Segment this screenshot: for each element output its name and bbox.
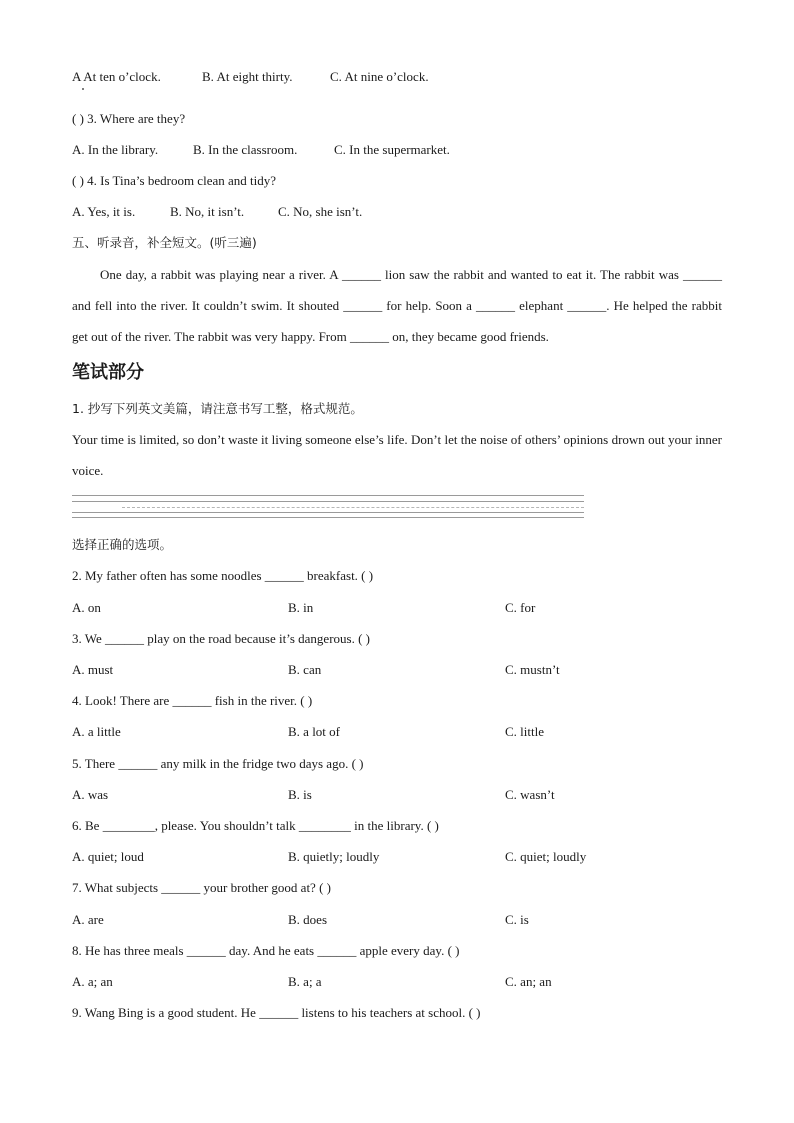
q3-option-b: B. In the classroom. (193, 142, 298, 157)
q3-choice-a: A. must (72, 662, 114, 677)
writing-line (72, 495, 584, 496)
q2-option-b: B. At eight thirty. (202, 69, 293, 84)
q2-choice-b: B. in (288, 600, 314, 615)
question-3-written: 3. We ______ play on the road because it’s dangerous. ( ) (72, 631, 370, 646)
written-section-heading: 笔试部分 (72, 362, 144, 383)
question-3: ( ) 3. Where are they? (72, 111, 186, 126)
handwriting-lines[interactable] (72, 495, 584, 519)
q6-choice-c: C. quiet; loudly (505, 849, 587, 864)
q4-choice-b: B. a lot of (288, 724, 340, 739)
q6-choice-b: B. quietly; loudly (288, 849, 380, 864)
question-7: 7. What subjects ______ your brother good at? ( ) (72, 880, 331, 895)
q4-option-c: C. No, she isn’t. (278, 204, 363, 219)
copy-text-block (72, 424, 722, 486)
q8-choice-b: B. a; a (288, 974, 322, 989)
q7-choice-b: B. does (288, 912, 327, 927)
question-6: 6. Be ________, please. You shouldn’t talk ________ in the library. ( ) (72, 818, 439, 833)
q7-choice-c: C. is (505, 912, 529, 927)
copy-instruction: 1. 抄写下列英文美篇，请注意书写工整，格式规范。 (72, 401, 363, 416)
q4-choice-c: C. little (505, 724, 544, 739)
question-2: 2. My father often has some noodles ______ breakfast. ( ) (72, 568, 374, 583)
stray-dot (82, 88, 84, 90)
passage-text: One day, a rabbit was playing near a river. A ______ lion saw the rabbit and wanted to eat it. The rabbit was ______ and fell into the river. It couldn’t swim. It shouted ______ for help. Soon a ______ elephant ______. He helped the rabbit get out of the river. The rabbit was very happy. From ______ on, they became good friends. (72, 267, 722, 344)
q5-choice-b: B. is (288, 787, 312, 802)
q2-option-a: A At ten o’clock. (72, 69, 161, 84)
section-5-title: 五、听录音，补全短文。(听三遍) (72, 235, 257, 250)
q4-option-a: A. Yes, it is. (72, 204, 136, 219)
q8-choice-c: C. an; an (505, 974, 552, 989)
q3-option-a: A. In the library. (72, 142, 159, 157)
q4-option-b: B. No, it isn’t. (170, 204, 245, 219)
q3-choice-c: C. mustn’t (505, 662, 560, 677)
q2-choice-c: C. for (505, 600, 536, 615)
q7-choice-a: A. are (72, 912, 104, 927)
question-8: 8. He has three meals ______ day. And he eats ______ apple every day. ( ) (72, 943, 460, 958)
writing-line (122, 507, 584, 508)
question-5: 5. There ______ any milk in the fridge two days ago. ( ) (72, 756, 364, 771)
q5-choice-c: C. wasn’t (505, 787, 555, 802)
question-4-written: 4. Look! There are ______ fish in the river. ( ) (72, 693, 313, 708)
copy-text: Your time is limited, so don’t waste it living someone else’s life. Don’t let the noise of others’ opinions drown out your inner voice. (72, 432, 722, 478)
cloze-passage (72, 259, 722, 352)
writing-line (72, 512, 584, 513)
q8-choice-a: A. a; an (72, 974, 113, 989)
q2-option-c: C. At nine o’clock. (330, 69, 429, 84)
q6-choice-a: A. quiet; loud (72, 849, 144, 864)
choose-instruction: 选择正确的选项。 (72, 537, 173, 552)
q2-choice-a: A. on (72, 600, 101, 615)
writing-line (72, 501, 584, 502)
writing-line (72, 517, 584, 518)
q3-option-c: C. In the supermarket. (334, 142, 450, 157)
q5-choice-a: A. was (72, 787, 109, 802)
q4-choice-a: A. a little (72, 724, 121, 739)
question-9: 9. Wang Bing is a good student. He ______ listens to his teachers at school. ( ) (72, 1005, 481, 1020)
question-4: ( ) 4. Is Tina’s bedroom clean and tidy? (72, 173, 276, 188)
q3-choice-b: B. can (288, 662, 322, 677)
